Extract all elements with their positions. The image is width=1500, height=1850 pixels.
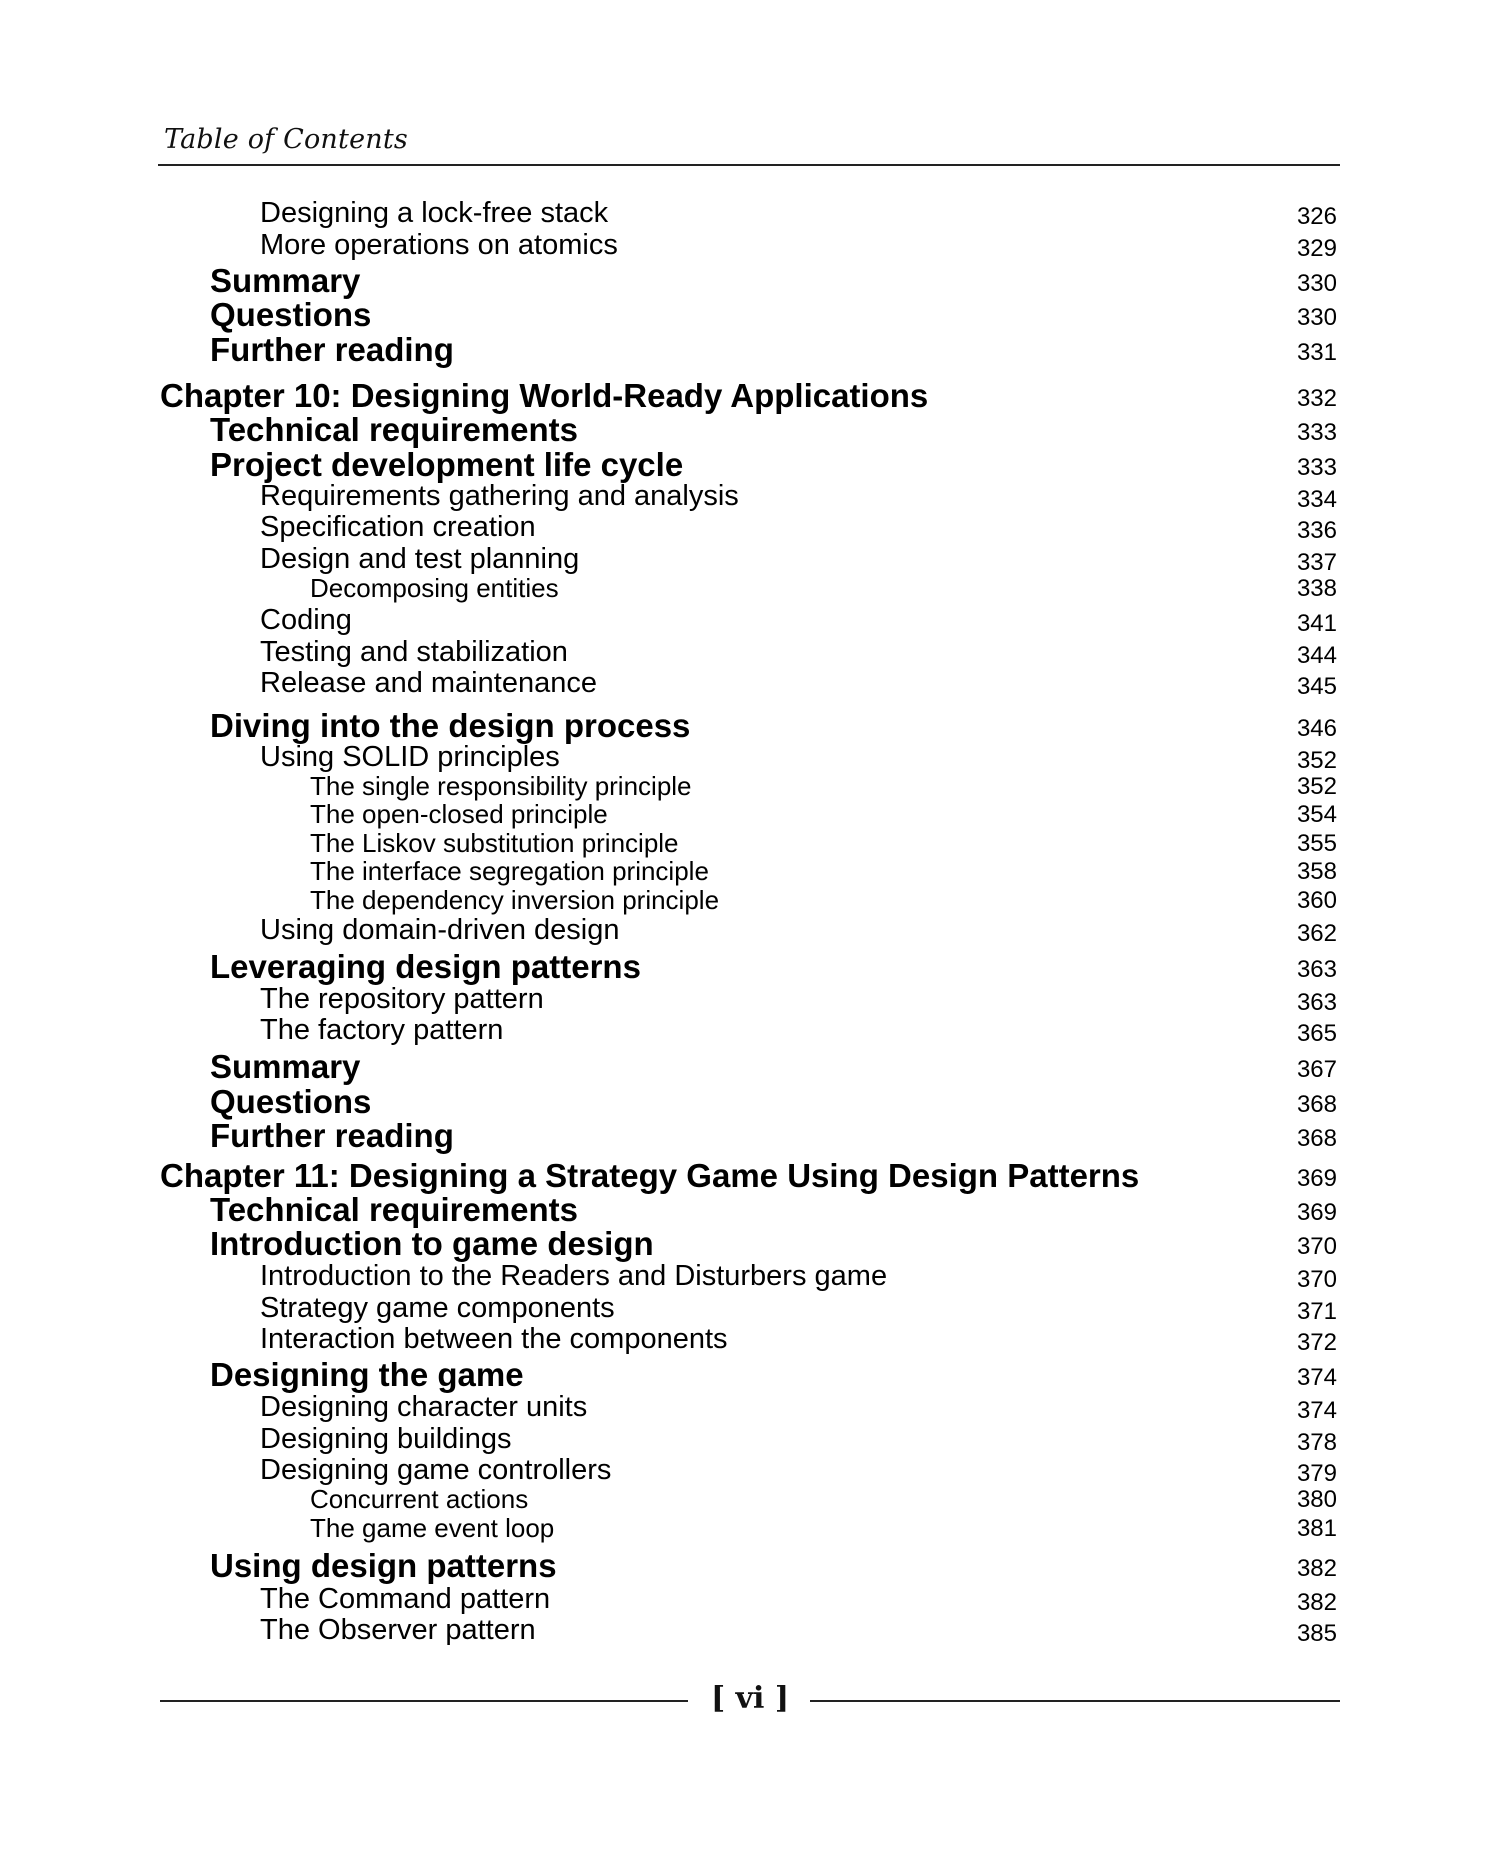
toc-entry-title[interactable]: The Observer pattern xyxy=(260,1614,536,1646)
toc-entry-page-number: 374 xyxy=(1296,1364,1337,1391)
toc-entry-title[interactable]: Summary xyxy=(210,262,361,299)
toc-entry-page-number: 358 xyxy=(1296,858,1337,885)
footer-rule-left xyxy=(160,1700,688,1702)
toc-entry-page-number: 352 xyxy=(1296,773,1337,800)
toc-entry-title[interactable]: Questions xyxy=(210,1083,372,1120)
toc-entry-page-number: 355 xyxy=(1296,830,1337,857)
toc-entry-page-number: 338 xyxy=(1296,575,1337,602)
toc-entry-page-number: 333 xyxy=(1296,454,1337,481)
toc-entry-title[interactable]: Further reading xyxy=(210,1117,454,1154)
toc-entry[interactable] xyxy=(0,1583,1500,1617)
toc-entry[interactable] xyxy=(0,197,1500,231)
toc-entry-title[interactable]: Specification creation xyxy=(260,511,536,543)
toc-entry-page-number: 382 xyxy=(1296,1589,1337,1616)
toc-entry[interactable] xyxy=(0,667,1500,701)
toc-entry-page-number: 332 xyxy=(1296,385,1337,412)
toc-entry-page-number: 379 xyxy=(1296,1460,1337,1487)
toc-entry-title[interactable]: Using design patterns xyxy=(210,1547,557,1584)
toc-entry-title[interactable]: Introduction to game design xyxy=(210,1225,654,1262)
toc-entry-page-number: 370 xyxy=(1296,1233,1337,1260)
toc-entry-page-number: 369 xyxy=(1296,1165,1337,1192)
toc-entry[interactable] xyxy=(0,446,1500,483)
toc-entry-title[interactable]: The interface segregation principle xyxy=(310,856,709,886)
toc-entry-title[interactable]: The factory pattern xyxy=(260,1014,504,1046)
toc-entry[interactable] xyxy=(0,1225,1500,1262)
toc-entry-title[interactable]: Technical requirements xyxy=(210,411,579,448)
toc-entry-page-number: 345 xyxy=(1296,673,1337,700)
toc-entry-page-number: 378 xyxy=(1296,1429,1337,1456)
toc-entry-page-number: 368 xyxy=(1296,1125,1337,1152)
toc-entry[interactable] xyxy=(0,1423,1500,1457)
toc-entry-page-number: 360 xyxy=(1296,887,1337,914)
toc-entry-page-number: 382 xyxy=(1296,1555,1337,1582)
toc-entry-page-number: 365 xyxy=(1296,1020,1337,1047)
toc-entry-title[interactable]: The game event loop xyxy=(310,1513,555,1543)
toc-entry[interactable] xyxy=(0,707,1500,744)
toc-entry[interactable] xyxy=(0,1117,1500,1154)
toc-entry-page-number: 369 xyxy=(1296,1199,1337,1226)
toc-entry-page-number: 374 xyxy=(1296,1397,1337,1424)
toc-entry-title[interactable]: Designing the game xyxy=(210,1356,524,1393)
toc-entry-page-number: 370 xyxy=(1296,1266,1337,1293)
toc-entry-page-number: 329 xyxy=(1296,235,1337,262)
running-head: Table of Contents xyxy=(164,124,408,155)
toc-entry-title[interactable]: Designing a lock-free stack xyxy=(260,197,609,229)
toc-entry[interactable] xyxy=(0,1513,1500,1547)
toc-entry-title[interactable]: The single responsibility principle xyxy=(310,771,692,801)
toc-entry-title[interactable]: Design and test planning xyxy=(260,543,580,575)
toc-entry-page-number: 330 xyxy=(1296,304,1337,331)
toc-entry-title[interactable]: The open-closed principle xyxy=(310,799,608,829)
toc-entry-title[interactable]: The Liskov substitution principle xyxy=(310,828,679,858)
toc-entry-page-number: 346 xyxy=(1296,715,1337,742)
toc-entry[interactable] xyxy=(0,1014,1500,1048)
toc-entry-title[interactable]: More operations on atomics xyxy=(260,229,618,261)
toc-entry-title[interactable]: Designing character units xyxy=(260,1391,588,1423)
toc-entry-title[interactable]: Coding xyxy=(260,604,352,636)
toc-entry-page-number: 380 xyxy=(1296,1486,1337,1513)
toc-entry-page-number: 368 xyxy=(1296,1091,1337,1118)
toc-entry-page-number: 344 xyxy=(1296,642,1337,669)
toc-entry-title[interactable]: Further reading xyxy=(210,331,454,368)
toc-entry[interactable] xyxy=(0,604,1500,638)
toc-entry-page-number: 331 xyxy=(1296,339,1337,366)
toc-entry-page-number: 334 xyxy=(1296,486,1337,513)
toc-entry-title[interactable]: The dependency inversion principle xyxy=(310,885,720,915)
toc-entry-page-number: 354 xyxy=(1296,801,1337,828)
toc-entry-title[interactable]: Testing and stabilization xyxy=(260,636,568,668)
toc-entry-page-number: 381 xyxy=(1296,1515,1337,1542)
toc-entry[interactable] xyxy=(0,1547,1500,1584)
toc-entry-title[interactable]: Questions xyxy=(210,296,372,333)
toc-chapter-entry[interactable] xyxy=(0,377,1500,414)
toc-chapter-entry[interactable] xyxy=(0,1157,1500,1194)
toc-entry[interactable] xyxy=(0,741,1500,775)
toc-entry[interactable] xyxy=(0,296,1500,333)
toc-entry-page-number: 337 xyxy=(1296,549,1337,576)
toc-entry[interactable] xyxy=(0,543,1500,577)
toc-entry[interactable] xyxy=(0,262,1500,299)
toc-entry-title[interactable]: Chapter 11: Designing a Strategy Game Using Design Patterns xyxy=(160,1157,1140,1194)
toc-entry-page-number: 363 xyxy=(1296,989,1337,1016)
toc-entry[interactable] xyxy=(0,511,1500,545)
toc-entry-page-number: 385 xyxy=(1296,1620,1337,1647)
toc-entry[interactable] xyxy=(0,1292,1500,1326)
toc-entry[interactable] xyxy=(0,331,1500,368)
footer-rule-right xyxy=(810,1700,1340,1702)
toc-entry-title[interactable]: Using SOLID principles xyxy=(260,741,560,773)
toc-entry-page-number: 362 xyxy=(1296,920,1337,947)
toc-entry[interactable] xyxy=(0,1391,1500,1425)
toc-entry-title[interactable]: Project development life cycle xyxy=(210,446,684,483)
toc-entry-title[interactable]: Designing game controllers xyxy=(260,1454,612,1486)
toc-entry-title[interactable]: The repository pattern xyxy=(260,983,544,1015)
toc-entry-page-number: 336 xyxy=(1296,517,1337,544)
toc-entry[interactable] xyxy=(0,914,1500,948)
toc-entry-title[interactable]: Decomposing entities xyxy=(310,573,559,603)
toc-entry-page-number: 326 xyxy=(1296,203,1337,230)
toc-entry[interactable] xyxy=(0,480,1500,514)
toc-entry-page-number: 367 xyxy=(1296,1056,1337,1083)
toc-entry[interactable] xyxy=(0,1083,1500,1120)
toc-entry[interactable] xyxy=(0,1048,1500,1085)
toc-entry-title[interactable]: Technical requirements xyxy=(210,1191,579,1228)
toc-entry-title[interactable]: Introduction to the Readers and Disturbers game xyxy=(260,1260,888,1292)
toc-entry-page-number: 372 xyxy=(1296,1329,1337,1356)
toc-entry[interactable] xyxy=(0,573,1500,607)
toc-entry[interactable] xyxy=(0,1323,1500,1357)
toc-entry-title[interactable]: Strategy game components xyxy=(260,1292,615,1324)
toc-entry-page-number: 341 xyxy=(1296,610,1337,637)
toc-entry[interactable] xyxy=(0,1614,1500,1648)
toc-entry[interactable] xyxy=(0,636,1500,670)
toc-entry-title[interactable]: Interaction between the components xyxy=(260,1323,728,1355)
toc-entry[interactable] xyxy=(0,948,1500,985)
toc-entry[interactable] xyxy=(0,983,1500,1017)
toc-entry-title[interactable]: Designing buildings xyxy=(260,1423,512,1455)
toc-entry-title[interactable]: Concurrent actions xyxy=(310,1484,529,1514)
toc-entry-title[interactable]: Requirements gathering and analysis xyxy=(260,480,739,512)
toc-entry[interactable] xyxy=(0,229,1500,263)
toc-entry[interactable] xyxy=(0,1191,1500,1228)
toc-entry-title[interactable]: Using domain-driven design xyxy=(260,914,620,946)
toc-entry-title[interactable]: Summary xyxy=(210,1048,361,1085)
toc-entry[interactable] xyxy=(0,1454,1500,1488)
toc-entry-page-number: 333 xyxy=(1296,419,1337,446)
toc-entry-title[interactable]: Leveraging design patterns xyxy=(210,948,641,985)
toc-entry-title[interactable]: Release and maintenance xyxy=(260,667,597,699)
toc-entry-page-number: 371 xyxy=(1296,1298,1337,1325)
toc-entry-page-number: 363 xyxy=(1296,956,1337,983)
toc-entry[interactable] xyxy=(0,411,1500,448)
toc-entry[interactable] xyxy=(0,1260,1500,1294)
toc-entry-title[interactable]: Diving into the design process xyxy=(210,707,691,744)
toc-entry[interactable] xyxy=(0,1356,1500,1393)
toc-entry-page-number: 352 xyxy=(1296,747,1337,774)
page-number: [ vi ] xyxy=(710,1681,790,1716)
toc-entry-page-number: 330 xyxy=(1296,270,1337,297)
toc-entry-title[interactable]: Chapter 10: Designing World-Ready Applications xyxy=(160,377,929,414)
toc-entry-title[interactable]: The Command pattern xyxy=(260,1583,551,1615)
